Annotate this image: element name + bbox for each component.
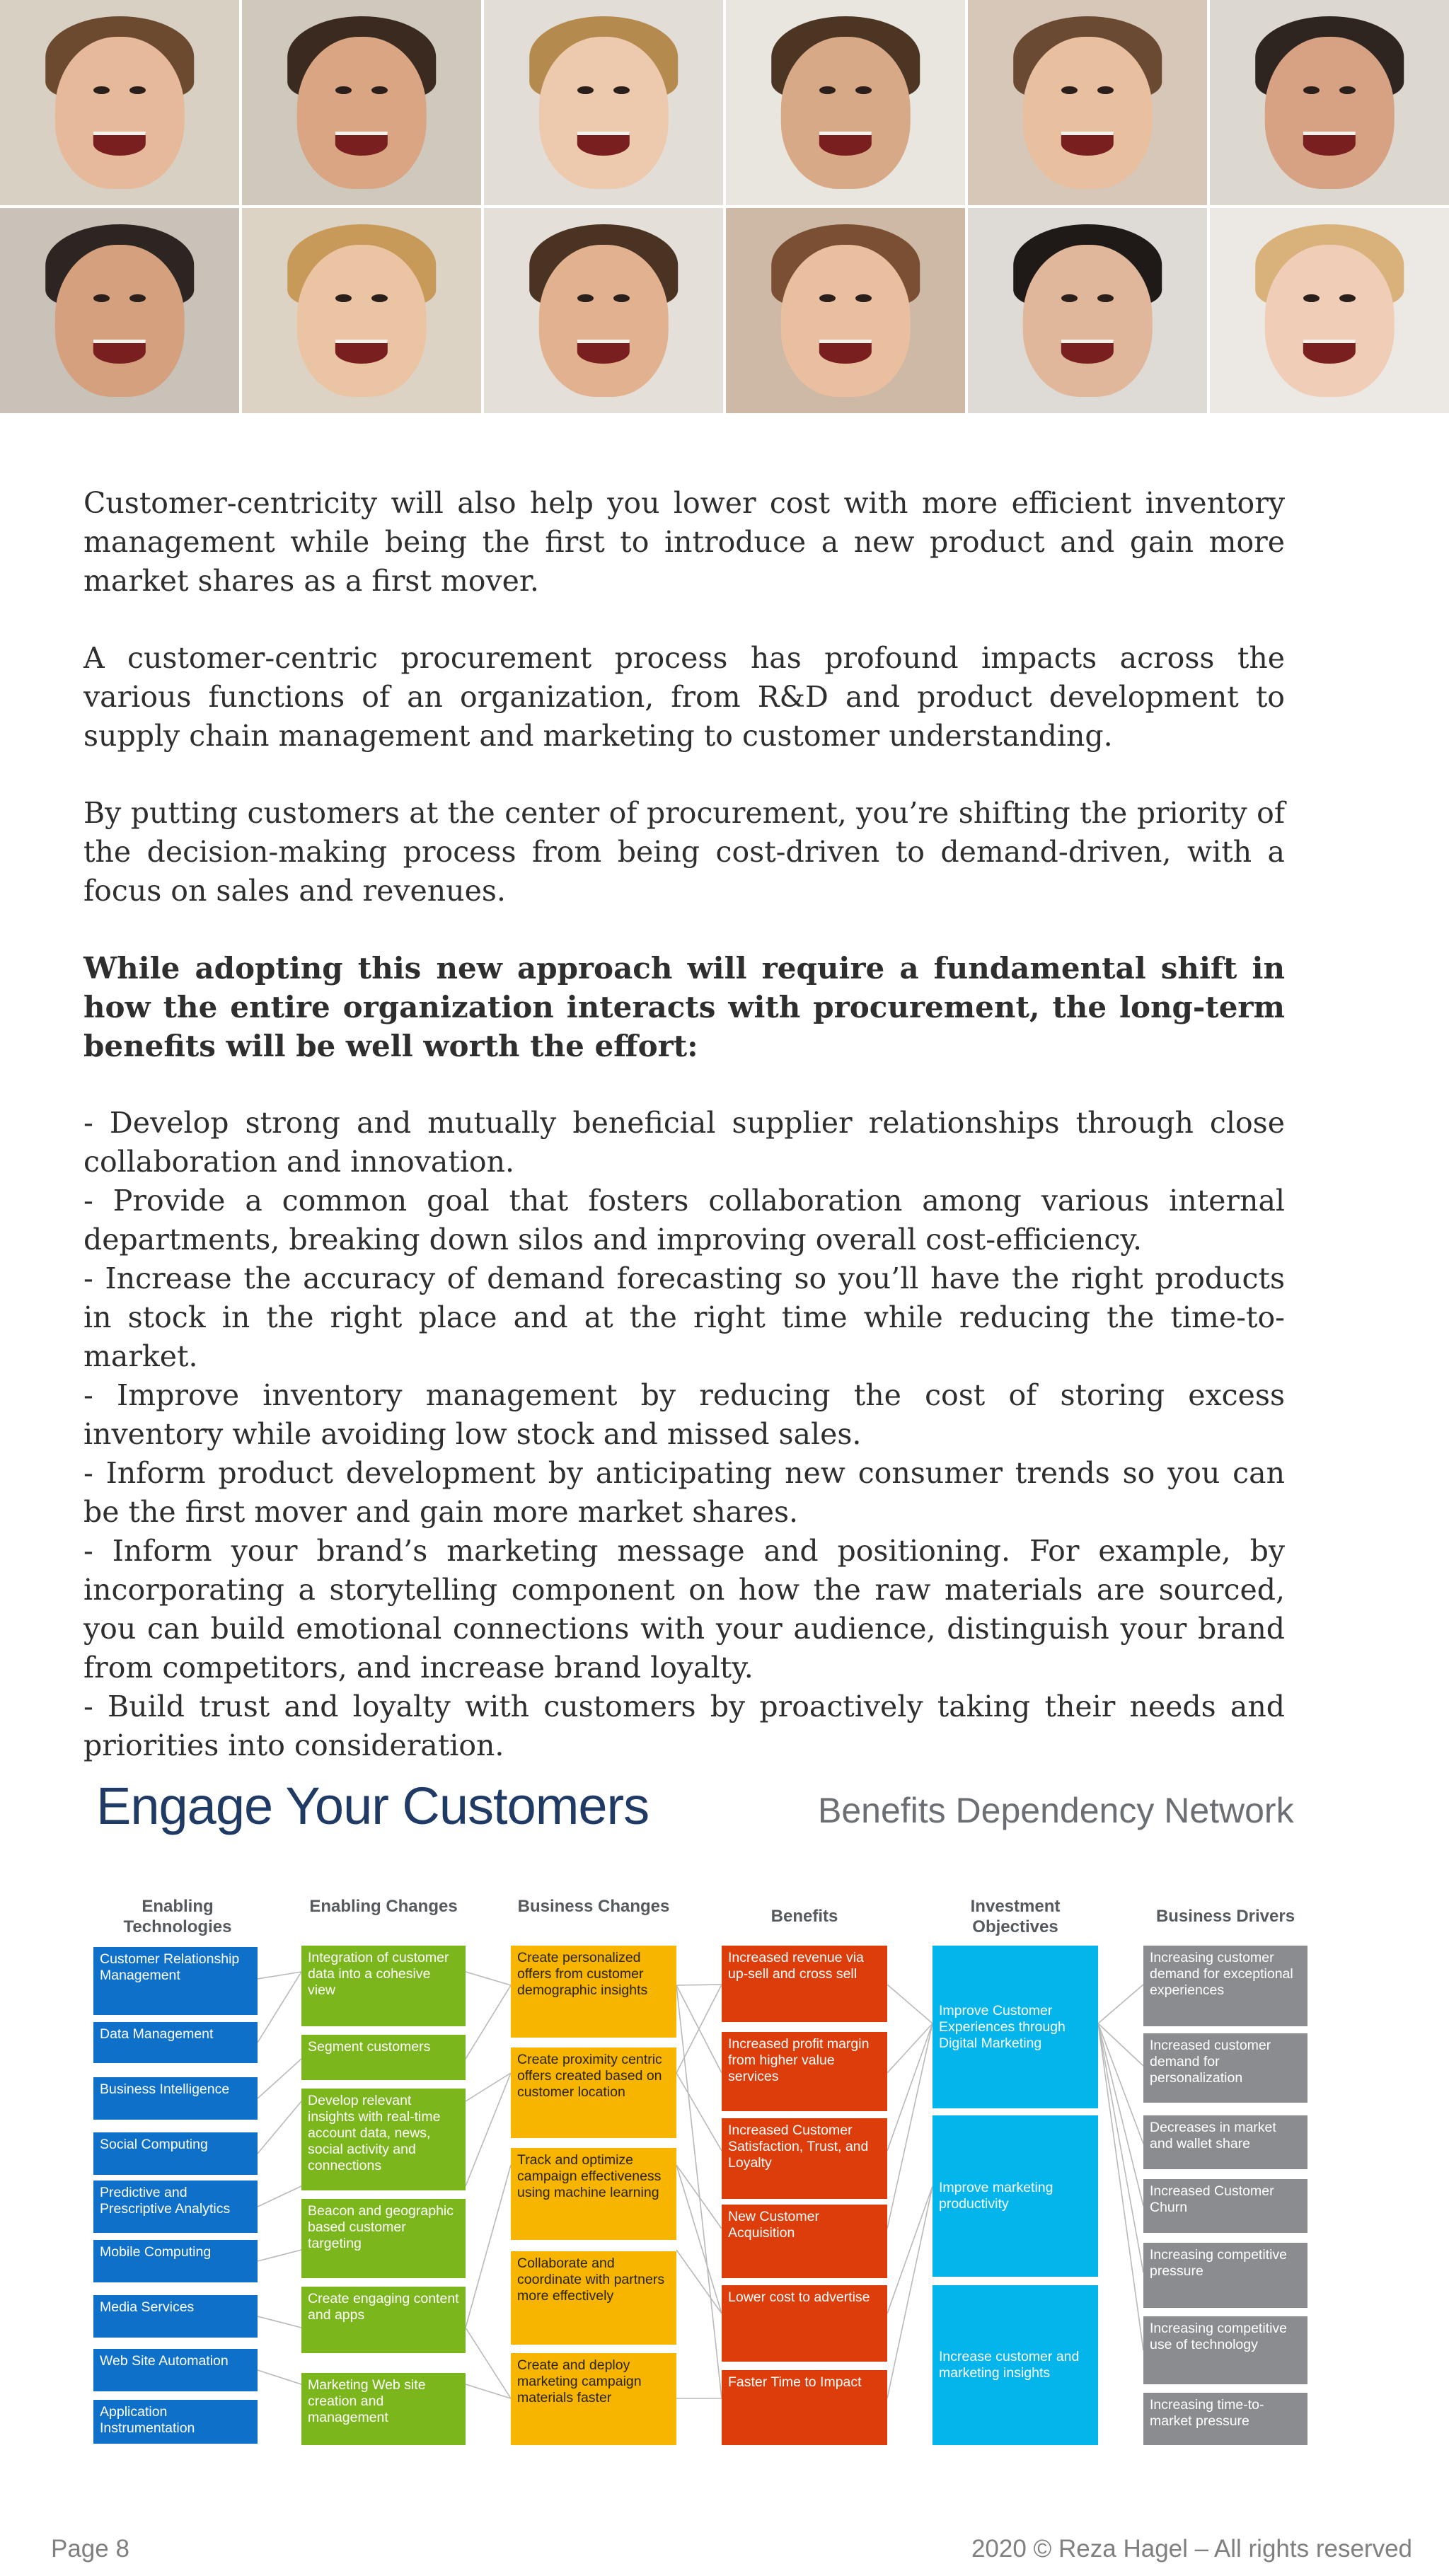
portrait-smile <box>335 340 388 364</box>
portrait-face <box>539 37 669 189</box>
portrait-face <box>297 37 427 189</box>
portrait-smile <box>1303 340 1356 364</box>
technology-box: Data Management <box>93 2022 258 2063</box>
objective-box <box>933 1946 1098 2108</box>
portrait-smile <box>577 340 630 364</box>
business-driver-box: Increasing competitive use of technology <box>1143 2316 1307 2384</box>
list-item: - Inform product development by anticipating new consumer trends so you can be the first mover and gain more market shares. <box>83 1456 1285 1529</box>
benefit-box: Increased profit margin from higher value services <box>722 2032 887 2111</box>
portrait-smile <box>819 340 872 364</box>
portrait-face <box>539 245 669 397</box>
portrait-photo <box>0 208 239 413</box>
benefit-box: New Customer Acquisition <box>722 2205 887 2278</box>
portrait-photo <box>1210 208 1449 413</box>
technology-box: Social Computing <box>93 2132 258 2175</box>
portrait-face <box>781 37 911 189</box>
objective-box <box>933 2285 1098 2445</box>
portrait-photo <box>726 0 965 205</box>
hero-photo-collage <box>0 0 1449 413</box>
business-driver-box: Decreases in market and wallet share <box>1143 2115 1307 2169</box>
column-header-drivers: Business Drivers <box>1155 1907 1295 1926</box>
portrait-photo <box>484 208 723 413</box>
enabling-change-box: Create engaging content and apps <box>301 2287 466 2353</box>
connector-lines <box>83 1762 1315 2469</box>
business-change-box: Create proximity centric offers created based on customer location <box>511 2047 676 2138</box>
column-header-objectives: Investment Objectives <box>970 1897 1061 1936</box>
list-item: - Increase the accuracy of demand forecasting so you’ll have the right products in stock in the right place and at the right time while reducing the time-to-market. <box>83 1261 1285 1373</box>
list-item: - Develop strong and mutually beneficial supplier relationships through close collaboration and innovation. <box>83 1106 1285 1179</box>
enabling-change-box: Segment customers <box>301 2035 466 2080</box>
diagram-title: Engage Your Customers <box>96 1777 650 1835</box>
benefits-list <box>83 1104 1285 1765</box>
enabling-change-box: Develop relevant insights with real-time account data, news, social activity and connections <box>301 2089 466 2190</box>
list-item: - Provide a common goal that fosters collaboration among various internal departments, breaking down silos and improving overall cost-efficiency. <box>83 1184 1285 1257</box>
portrait-photo <box>968 208 1207 413</box>
benefits-dependency-network <box>83 1762 1315 2469</box>
paragraph-benefits-intro: While adopting this new approach will require a fundamental shift in how the entire organization interacts with procurement, the long-term benefits will be well worth the effort: <box>83 951 1285 1063</box>
portrait-smile <box>335 132 388 156</box>
portrait-photo <box>0 0 239 205</box>
objective-label: Improve Customer Experiences through Digital Marketing <box>939 2002 1066 2051</box>
column-header-benefits: Benefits <box>770 1907 838 1926</box>
enabling-change-box: Integration of customer data into a cohesive view <box>301 1946 466 2026</box>
business-driver-box: Increasing time-to-market pressure <box>1143 2393 1307 2445</box>
technology-box: Application Instrumentation <box>93 2400 258 2444</box>
portrait-smile <box>1061 132 1114 156</box>
paragraph-3: By putting customers at the center of procurement, you’re shifting the priority of the decision-making process from being cost-driven to demand-driven, with a focus on sales and revenues. <box>83 796 1285 908</box>
page-number: Page 8 <box>51 2535 129 2563</box>
technology-box: Media Services <box>93 2295 258 2338</box>
portrait-face <box>55 245 185 397</box>
portrait-smile <box>93 340 146 364</box>
list-item: - Inform your brand’s marketing message and positioning. For example, by incorporating a storytelling component on how the raw materials are sourced, you can build emotional connections with your audience, distinguish your brand from competitors, and increase brand loyalty. <box>83 1534 1285 1685</box>
benefit-box: Faster Time to Impact <box>722 2370 887 2445</box>
portrait-face <box>1023 37 1153 189</box>
article-body <box>83 484 1285 1765</box>
technology-box: Business Intelligence <box>93 2077 258 2120</box>
column-header-enabling-changes: Enabling Changes <box>309 1897 458 1916</box>
portrait-photo <box>484 0 723 205</box>
portrait-photo <box>242 208 481 413</box>
enabling-change-box: Beacon and geographic based customer targeting <box>301 2199 466 2278</box>
benefit-box: Increased revenue via up-sell and cross sell <box>722 1946 887 2022</box>
copyright-notice: 2020 © Reza Hagel – All rights reserved <box>971 2535 1412 2563</box>
portrait-photo <box>726 208 965 413</box>
diagram-subtitle: Benefits Dependency Network <box>818 1791 1294 1830</box>
objective-box <box>933 2115 1098 2277</box>
business-driver-box: Increased customer demand for personalization <box>1143 2033 1307 2103</box>
enabling-change-box: Marketing Web site creation and management <box>301 2373 466 2445</box>
portrait-smile <box>577 132 630 156</box>
business-change-box: Create personalized offers from customer demographic insights <box>511 1946 676 2038</box>
portrait-face <box>1023 245 1153 397</box>
portrait-photo <box>968 0 1207 205</box>
portrait-face <box>781 245 911 397</box>
list-item: - Build trust and loyalty with customers by proactively taking their needs and priorities into consideration. <box>83 1690 1285 1762</box>
paragraph-2: A customer-centric procurement process has profound impacts across the various functions of an organization, from R&D and product development to supply chain management and marketing to customer understanding. <box>83 641 1285 753</box>
technology-box: Web Site Automation <box>93 2349 258 2391</box>
business-driver-box: Increasing customer demand for exceptional experiences <box>1143 1946 1307 2026</box>
portrait-face <box>1265 37 1395 189</box>
benefit-box: Increased Customer Satisfaction, Trust, and Loyalty <box>722 2118 887 2199</box>
portrait-photo <box>242 0 481 205</box>
portrait-smile <box>1061 340 1114 364</box>
benefit-box: Lower cost to advertise <box>722 2285 887 2362</box>
technology-box: Customer Relationship Management <box>93 1947 258 2015</box>
portrait-face <box>55 37 185 189</box>
business-change-box: Track and optimize campaign effectiveness using machine learning <box>511 2148 676 2240</box>
business-driver-box: Increased Customer Churn <box>1143 2179 1307 2233</box>
portrait-face <box>1265 245 1395 397</box>
portrait-smile <box>1303 132 1356 156</box>
business-driver-box: Increasing competitive pressure <box>1143 2243 1307 2308</box>
business-change-box: Create and deploy marketing campaign materials faster <box>511 2353 676 2445</box>
paragraph-1: Customer-centricity will also help you lower cost with more efficient inventory management while being the first to introduce a new product and gain more market shares as a first mover. <box>83 486 1285 598</box>
technology-box: Predictive and Prescriptive Analytics <box>93 2181 258 2233</box>
portrait-smile <box>93 132 146 156</box>
column-header-technologies: Enabling Technologies <box>123 1897 232 1936</box>
business-change-box: Collaborate and coordinate with partners more effectively <box>511 2251 676 2345</box>
objective-label: Increase customer and marketing insights <box>939 2349 1080 2381</box>
technology-box: Mobile Computing <box>93 2240 258 2282</box>
list-item: - Improve inventory management by reducing the cost of storing excess inventory while avoiding low stock and missed sales. <box>83 1378 1285 1451</box>
objective-label: Improve marketing productivity <box>939 2180 1053 2212</box>
portrait-face <box>297 245 427 397</box>
portrait-photo <box>1210 0 1449 205</box>
column-header-business-changes: Business Changes <box>517 1897 670 1916</box>
portrait-smile <box>819 132 872 156</box>
